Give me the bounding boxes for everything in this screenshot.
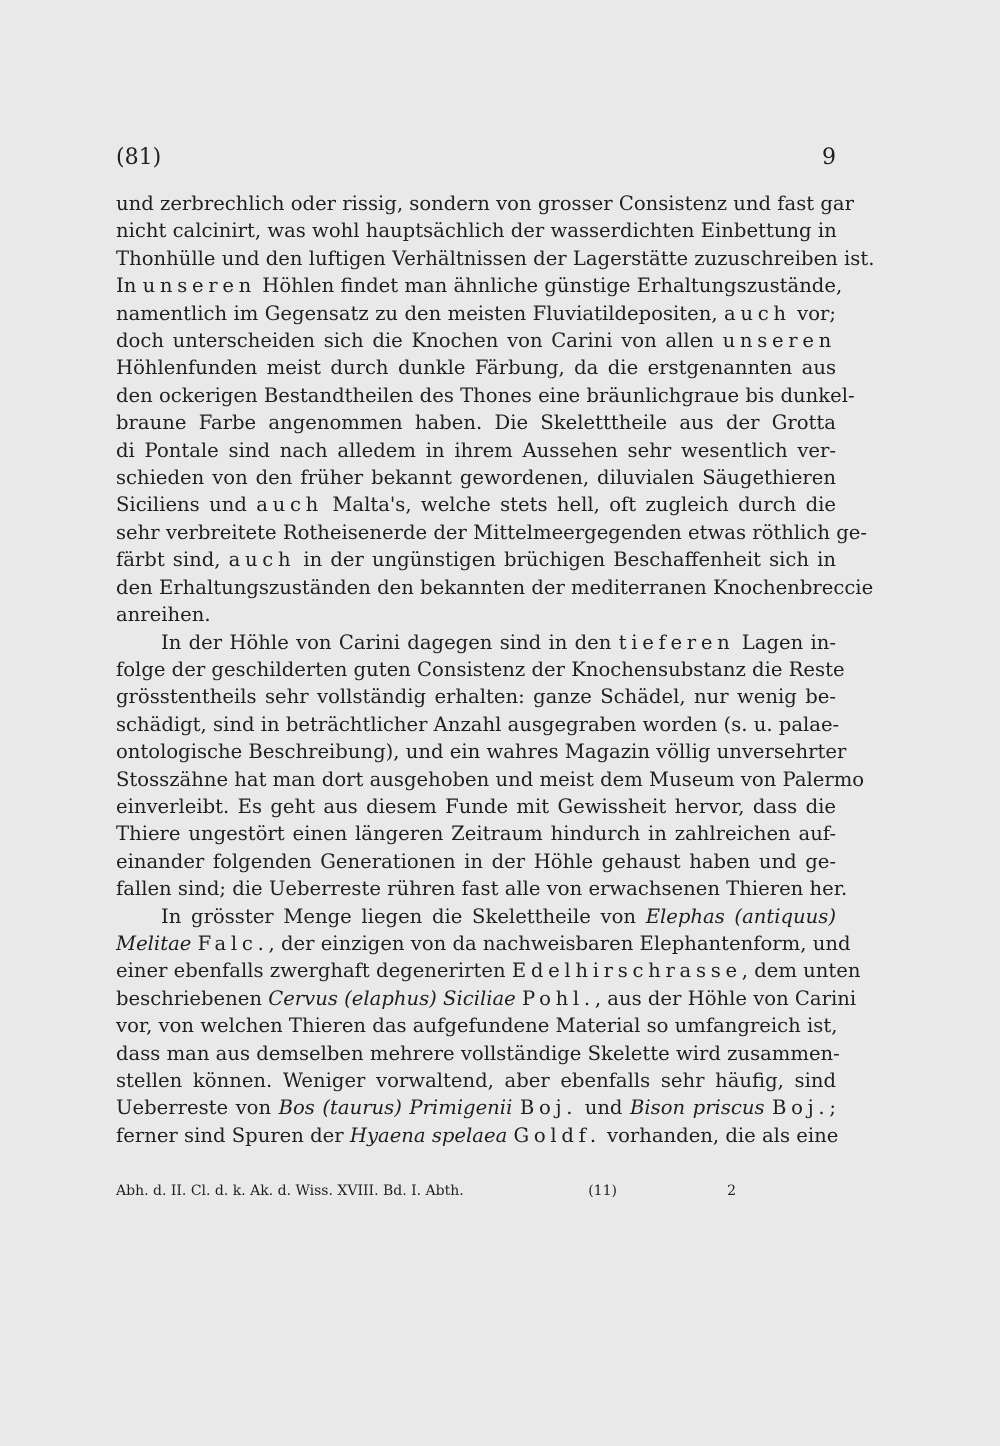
text-line: färbt sind, auch in der ungünstigen brüchigen Beschaffenheit sich in <box>116 548 836 572</box>
text-line: In grösster Menge liegen die Skelettheile von Elephas (antiquus) <box>161 904 836 928</box>
text-line: beschriebenen Cervus (elaphus) Siciliae Pohl., aus der Höhle von Carini <box>116 986 857 1010</box>
text-line: Siciliens und auch Malta's, welche stets hell, oft zugleich durch die <box>116 493 836 517</box>
text-line: schieden von den früher bekannt gewordenen, diluvialen Säugethieren <box>116 466 836 490</box>
header-left-number: (81) <box>116 145 162 170</box>
text-line: fallen sind; die Ueberreste rühren fast alle von erwachsenen Thieren her. <box>116 877 848 901</box>
text-line: schädigt, sind in beträchtlicher Anzahl ausgegraben worden (s. u. palae- <box>116 712 840 736</box>
text-line: stellen können. Weniger vorwaltend, aber ebenfalls sehr häufig, sind <box>116 1069 836 1092</box>
text-line: dass man aus demselben mehrere vollständige Skelette wird zusammen- <box>116 1041 840 1065</box>
text-line: einverleibt. Es geht aus diesem Funde mit Gewissheit hervor, dass die <box>116 794 836 818</box>
text-line: den ockerigen Bestandtheilen des Thones eine bräunlichgraue bis dunkel- <box>116 383 855 407</box>
text-line: und zerbrechlich oder rissig, sondern von grosser Consistenz und fast gar <box>116 192 854 215</box>
body-text <box>116 190 875 1149</box>
text-line: anreihen. <box>116 603 211 627</box>
text-line: ontologische Beschreibung), und ein wahres Magazin völlig unversehrter <box>116 740 847 764</box>
page-footer <box>116 1183 736 1199</box>
text-line: In unseren Höhlen findet man ähnliche günstige Erhaltungszustände, <box>116 274 843 298</box>
text-line: In der Höhle von Carini dagegen sind in den tieferen Lagen in- <box>161 630 836 654</box>
text-line: ferner sind Spuren der Hyaena spelaea Goldf. vorhanden, die als eine <box>116 1123 839 1147</box>
page-header <box>116 145 836 170</box>
text-line: Ueberreste von Bos (taurus) Primigenii Boj. und Bison priscus Boj.; <box>116 1096 836 1120</box>
text-line: sehr verbreitete Rotheisenerde der Mittelmeergegenden etwas röthlich ge- <box>116 520 868 544</box>
text-line: Höhlenfunden meist durch dunkle Färbung, da die erstgenannten aus <box>116 356 836 380</box>
page-number: 9 <box>822 145 836 170</box>
text-line: Stosszähne hat man dort ausgehoben und meist dem Museum von Palermo <box>116 767 865 791</box>
text-line: einer ebenfalls zwerghaft degenerirten Edelhirschrasse, dem unten <box>116 959 861 983</box>
footer-sheet-number: 2 <box>727 1183 736 1199</box>
text-line: vor, von welchen Thieren das aufgefundene Material so umfangreich ist, <box>116 1014 838 1038</box>
text-line: Thonhülle und den luftigen Verhältnissen der Lagerstätte zuzuschreiben ist. <box>116 246 875 270</box>
text-line: nicht calcinirt, was wohl hauptsächlich der wasserdichten Einbettung in <box>116 219 837 243</box>
text-line: einander folgenden Generationen in der Höhle gehaust haben und ge- <box>116 849 836 873</box>
text-line: den Erhaltungszuständen den bekannten der mediterranen Knochenbreccie <box>116 575 874 599</box>
text-line: Thiere ungestört einen längeren Zeitraum hindurch in zahlreichen auf- <box>116 822 836 846</box>
text-line: braune Farbe angenommen haben. Die Skeletttheile aus der Grotta <box>116 411 836 435</box>
text-line: grösstentheils sehr vollständig erhalten: ganze Schädel, nur wenig be- <box>116 685 836 709</box>
text-line: folge der geschilderten guten Consistenz der Knochensubstanz die Reste <box>116 657 845 681</box>
text-line: namentlich im Gegensatz zu den meisten Fluviatildepositen, auch vor; <box>116 301 836 325</box>
footer-signature: (11) <box>588 1183 617 1199</box>
text-line: doch unterscheiden sich die Knochen von Carini von allen unseren <box>116 329 836 353</box>
text-line: di Pontale sind nach alledem in ihrem Aussehen sehr wesentlich ver- <box>116 438 836 462</box>
footer-reference: Abh. d. II. Cl. d. k. Ak. d. Wiss. XVIII. Bd. I. Abth. <box>116 1183 464 1199</box>
text-line: Melitae Falc., der einzigen von da nachweisbaren Elephantenform, und <box>116 931 851 955</box>
